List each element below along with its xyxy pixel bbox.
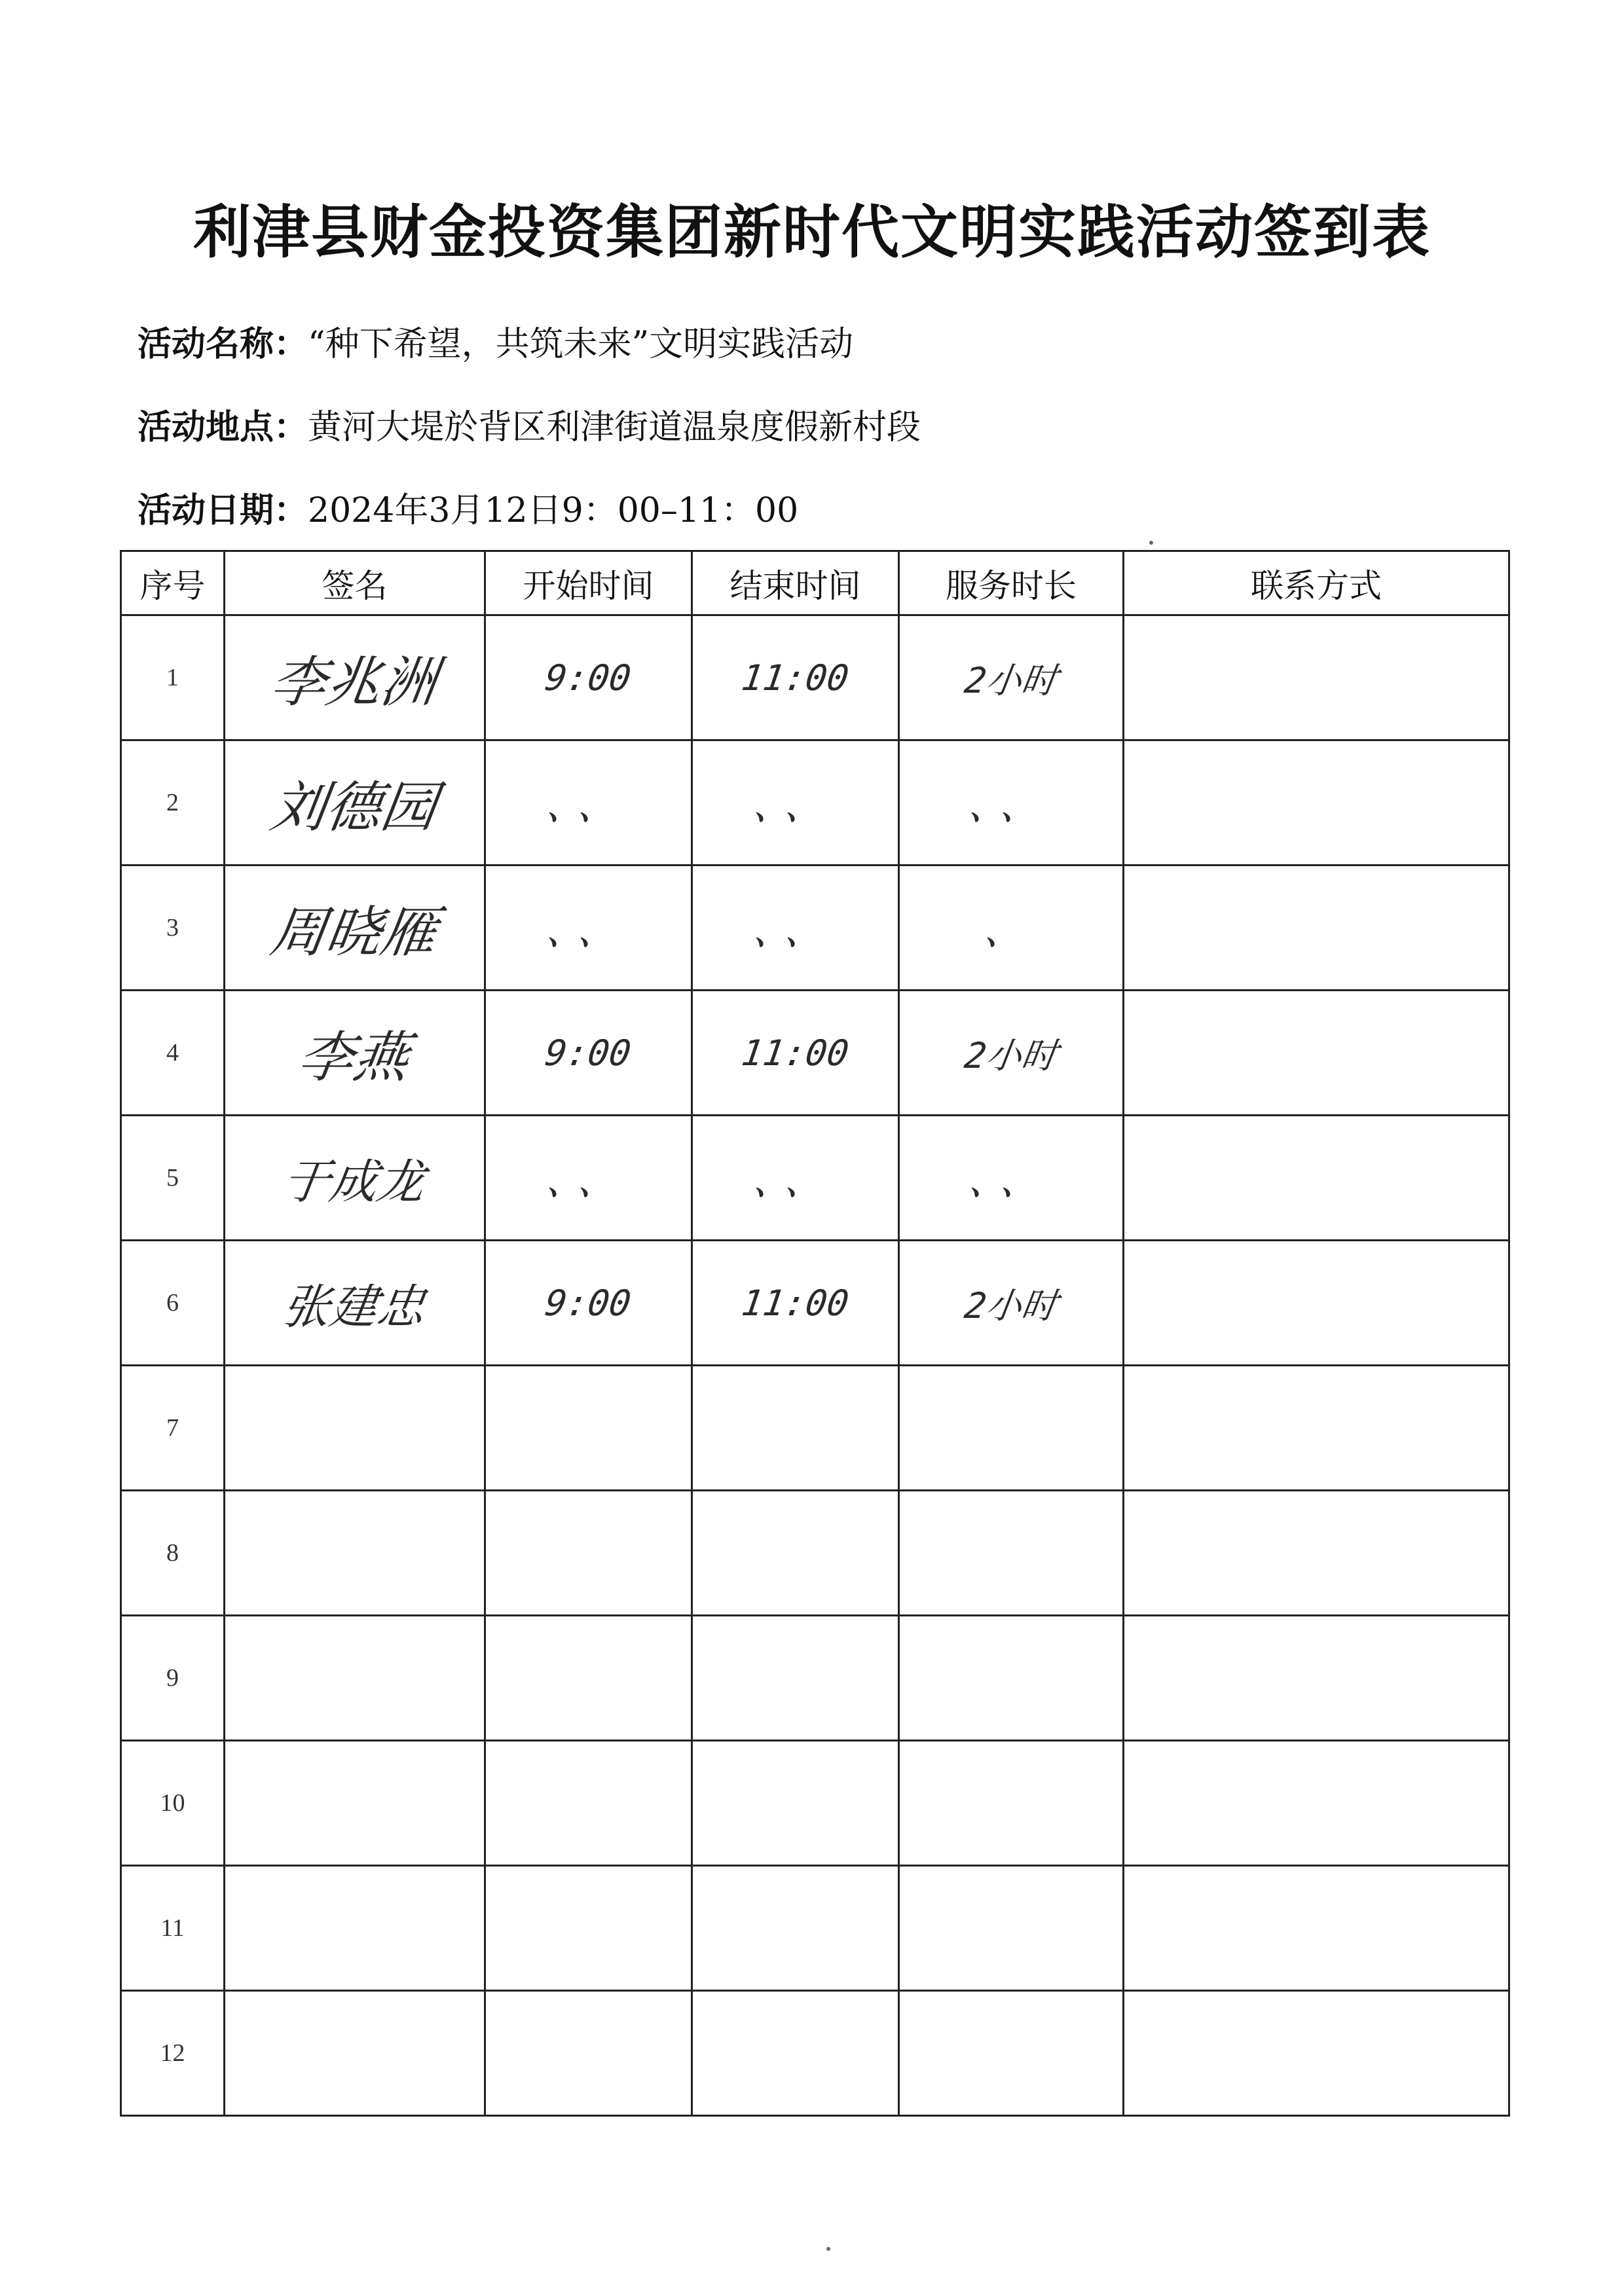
end-time-cell <box>692 1741 899 1866</box>
handwritten-signature: 李兆洲 <box>267 649 441 714</box>
ditto-mark: 、、 <box>966 783 1056 829</box>
contact-cell <box>1124 1991 1509 2116</box>
ditto-mark: 、、 <box>750 1158 840 1204</box>
contact-cell <box>1124 1616 1509 1741</box>
end-time-cell <box>692 1616 899 1741</box>
duration-cell <box>899 615 1124 740</box>
row-number: 7 <box>121 1366 225 1491</box>
scan-speck <box>1149 541 1153 545</box>
signature-cell <box>225 1741 485 1866</box>
table-row <box>121 991 1509 1116</box>
table-row <box>121 1116 1509 1241</box>
duration-cell <box>899 866 1124 991</box>
row-number: 9 <box>121 1616 225 1741</box>
duration-cell <box>899 1116 1124 1241</box>
contact-cell <box>1124 866 1509 991</box>
contact-cell <box>1124 1491 1509 1616</box>
row-number: 4 <box>121 991 225 1116</box>
handwritten-duration: 2小时 <box>961 1285 1060 1326</box>
handwritten-end-time: 11:00 <box>739 1032 852 1074</box>
row-number: 1 <box>121 615 225 740</box>
row-number: 5 <box>121 1116 225 1241</box>
contact-cell <box>1124 1241 1509 1366</box>
table-row <box>121 1366 1509 1491</box>
end-time-cell <box>692 1491 899 1616</box>
contact-cell <box>1124 1866 1509 1991</box>
handwritten-signature: 李燕 <box>294 1025 414 1089</box>
table-row <box>121 1741 1509 1866</box>
end-time-cell <box>692 615 899 740</box>
handwritten-signature: 张建忠 <box>279 1279 429 1334</box>
table-row <box>121 1491 1509 1616</box>
signature-cell <box>225 991 485 1116</box>
activity-name-value: “种下希望，共筑未来”文明实践活动 <box>308 325 854 364</box>
ditto-mark: 、、 <box>543 908 633 954</box>
handwritten-duration: 2小时 <box>961 1034 1060 1076</box>
start-time-cell <box>485 1741 692 1866</box>
end-time-cell <box>692 1366 899 1491</box>
row-number: 12 <box>121 1991 225 2116</box>
duration-cell <box>899 991 1124 1116</box>
duration-cell <box>899 1366 1124 1491</box>
signature-cell <box>225 1866 485 1991</box>
activity-date-line <box>138 483 798 532</box>
header-start-time: 开始时间 <box>485 551 692 615</box>
start-time-cell <box>485 1366 692 1491</box>
start-time-cell <box>485 1241 692 1366</box>
handwritten-start-time: 9:00 <box>543 657 634 699</box>
ditto-mark: 、、 <box>543 783 633 829</box>
start-time-cell <box>485 615 692 740</box>
duration-cell <box>899 1991 1124 2116</box>
signature-cell <box>225 866 485 991</box>
activity-name-line <box>138 316 853 365</box>
end-time-cell <box>692 991 899 1116</box>
ditto-mark: 、、 <box>966 1158 1056 1204</box>
handwritten-end-time: 11:00 <box>739 1282 852 1324</box>
scan-speck <box>826 2247 830 2251</box>
header-end-time: 结束时间 <box>692 551 899 615</box>
duration-cell <box>899 1741 1124 1866</box>
header-number: 序号 <box>121 551 225 615</box>
table-row <box>121 866 1509 991</box>
table-row <box>121 1241 1509 1366</box>
signature-cell <box>225 1116 485 1241</box>
end-time-cell <box>692 1116 899 1241</box>
signature-cell <box>225 740 485 866</box>
table-row <box>121 1991 1509 2116</box>
row-number: 10 <box>121 1741 225 1866</box>
handwritten-signature: 刘德园 <box>267 774 441 839</box>
duration-cell <box>899 1616 1124 1741</box>
duration-cell <box>899 1241 1124 1366</box>
handwritten-start-time: 9:00 <box>543 1282 634 1324</box>
contact-cell <box>1124 1116 1509 1241</box>
contact-cell <box>1124 1741 1509 1866</box>
start-time-cell <box>485 866 692 991</box>
activity-location-line <box>138 399 921 448</box>
contact-cell <box>1124 615 1509 740</box>
row-number: 3 <box>121 866 225 991</box>
ditto-mark: 、、 <box>750 783 840 829</box>
table-row <box>121 1616 1509 1741</box>
duration-cell <box>899 1866 1124 1991</box>
start-time-cell <box>485 991 692 1116</box>
signin-table <box>120 550 1510 2117</box>
header-contact: 联系方式 <box>1124 551 1509 615</box>
signature-cell <box>225 1616 485 1741</box>
ditto-mark: 、、 <box>543 1158 633 1204</box>
ditto-mark: 、 <box>982 908 1040 954</box>
handwritten-start-time: 9:00 <box>543 1032 634 1074</box>
table-header-row <box>121 551 1509 615</box>
row-number: 8 <box>121 1491 225 1616</box>
contact-cell <box>1124 991 1509 1116</box>
table-row <box>121 615 1509 740</box>
duration-cell <box>899 1491 1124 1616</box>
header-signature: 签名 <box>225 551 485 615</box>
signature-cell <box>225 1366 485 1491</box>
table-row <box>121 1866 1509 1991</box>
start-time-cell <box>485 1991 692 2116</box>
row-number: 2 <box>121 740 225 866</box>
activity-date-value: 2024年3月12日9：00–11：00 <box>308 491 799 530</box>
activity-name-label: 活动名称： <box>138 324 308 364</box>
end-time-cell <box>692 740 899 866</box>
handwritten-duration: 2小时 <box>961 659 1060 701</box>
end-time-cell <box>692 866 899 991</box>
start-time-cell <box>485 1116 692 1241</box>
start-time-cell <box>485 1866 692 1991</box>
form-title: 利津县财金投资集团新时代文明实践活动签到表 <box>193 198 1431 266</box>
signature-cell <box>225 1991 485 2116</box>
activity-date-label: 活动日期： <box>138 490 308 530</box>
start-time-cell <box>485 740 692 866</box>
header-duration: 服务时长 <box>899 551 1124 615</box>
contact-cell <box>1124 740 1509 866</box>
activity-location-label: 活动地点： <box>138 407 308 447</box>
end-time-cell <box>692 1866 899 1991</box>
handwritten-end-time: 11:00 <box>739 657 852 699</box>
row-number: 11 <box>121 1866 225 1991</box>
start-time-cell <box>485 1491 692 1616</box>
table-row <box>121 740 1509 866</box>
end-time-cell <box>692 1991 899 2116</box>
row-number: 6 <box>121 1241 225 1366</box>
duration-cell <box>899 740 1124 866</box>
handwritten-signature: 于成龙 <box>279 1154 429 1209</box>
handwritten-signature: 周晓雁 <box>267 900 441 964</box>
ditto-mark: 、、 <box>750 908 840 954</box>
signature-cell <box>225 1491 485 1616</box>
signature-cell <box>225 615 485 740</box>
start-time-cell <box>485 1616 692 1741</box>
signature-cell <box>225 1241 485 1366</box>
end-time-cell <box>692 1241 899 1366</box>
activity-location-value: 黄河大堤於背区利津街道温泉度假新村段 <box>308 408 921 447</box>
contact-cell <box>1124 1366 1509 1491</box>
